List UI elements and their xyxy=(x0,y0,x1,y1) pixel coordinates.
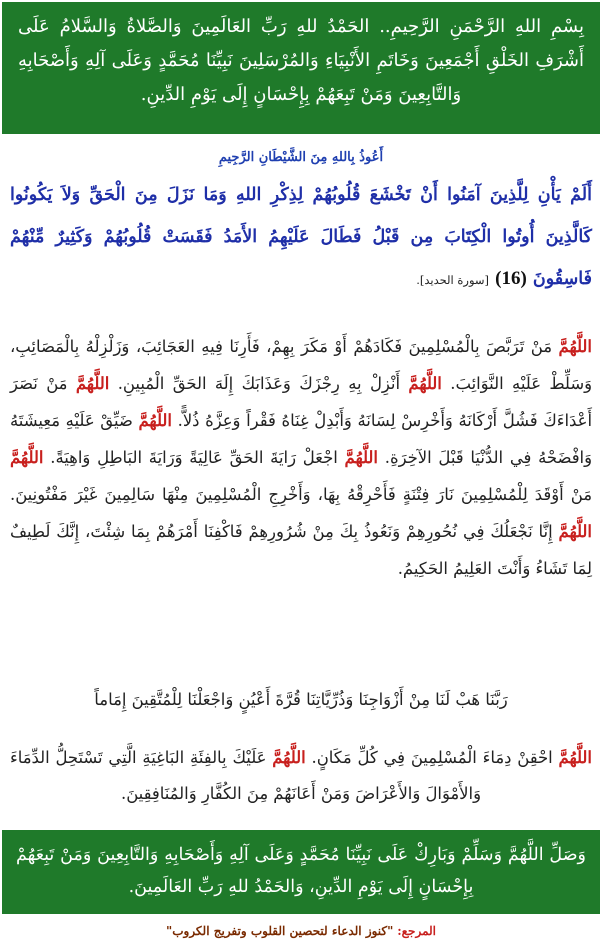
source-reference xyxy=(0,924,602,938)
allahumma-word: اللَّهُمَّ xyxy=(408,374,442,393)
dua-text: مَنْ أَوْقَدَ لِلْمُسْلِمِينَ نَارَ فِتْنَةٍ فَأَحْرِقْهُ بِهَا، وَأَخْرِجِ الْمُسْلِمِينَ مِنْهَا سَالِمِينَ غَيْرَ مَفْتُونِينَ. xyxy=(10,485,592,504)
opening-praise-box xyxy=(0,0,602,136)
dua-text: احْقِنْ دِمَاءَ الْمُسْلِمِينَ فِي كُلِّ مَكَانٍ. xyxy=(305,748,559,767)
closing-dua-paragraph xyxy=(10,740,592,820)
rabbana-verse: رَبَّنَا هَبْ لَنَا مِنْ أَزْوَاجِنَا وَذُرِّيَّاتِنَا قُرَّةَ أَعْيُنٍ وَاجْعَلْنَا لِلْمُتَّقِينَ إِمَاماً xyxy=(94,690,508,709)
allahumma-word: اللَّهُمَّ xyxy=(344,448,378,467)
dua-text: اجْعَلْ رَايَةَ الحَقِّ عَالِيَةً وَرَايَةَ البَاطِلِ وَاهِيَةً. xyxy=(43,448,345,467)
dua-text: أَنْزِلْ بِهِ رِجْزَكَ وَعَذَابَكَ إِلَهَ الحَقِّ الْمُبِينِ. xyxy=(109,374,409,393)
allahumma-word: اللَّهُمَّ xyxy=(272,748,306,767)
dua-text: إِنَّا نَجْعَلُكَ فِي نُحُورِهِمْ وَنَعُوذُ بِكَ مِنْ شُرُورِهِمْ فَاكْفِنَا أَمْرَهُمْ بِمَا شِئْتَ، إِنَّكَ لَطِيفٌ لِمَا تَشَاءُ وَأَنْتَ العَلِيمُ الحَكِيمُ. xyxy=(10,522,592,578)
dua-text: ضَيِّقْ عَلَيْهِ مَعِيشَتَهُ وَافْضَحْهُ فِي الدُّنْيَا قَبْلَ الآخِرَةِ. xyxy=(10,411,592,467)
surah-reference: [سورة الحديد]. xyxy=(416,273,490,287)
quran-verse-text: أَلَمْ يَأْنِ لِلَّذِينَ آمَنُوا أَنْ تَخْشَعَ قُلُوبُهُمْ لِذِكْرِ اللهِ وَمَا نَزَلَ مِنَ الْحَقِّ وَلاَ يَكُونُوا كَالَّذِينَ أُوتُوا الْكِتَابَ مِن قَبْلُ فَطَالَ عَلَيْهِمُ الأَمَدُ فَقَسَتْ قُلُوبُهُمْ وَكَثِيرٌ مِّنْهُمْ فَاسِقُونَ xyxy=(10,185,592,289)
closing-salawat-text: وَصَلِّ اللَّهُمَّ وَسَلِّمْ وَبَارِكْ عَلَى نَبِيِّنَا مُحَمَّدٍ وَعَلَى آلِهِ وَأَصْحَابِهِ وَالتَّابِعِينَ وَمَنْ تَبِعَهُمْ بِإِحْسَانٍ إِلَى يَوْمِ الدِّينِ، وَالحَمْدُ للهِ رَبِّ العَالَمِينَ. xyxy=(16,845,586,897)
ayah-number: (16) xyxy=(495,268,527,289)
allahumma-word: اللَّهُمَّ xyxy=(558,337,592,356)
dua-text: مَنْ تَرَبَّصَ بِالْمُسْلِمِينَ فَكَادَهُمْ أَوْ مَكَرَ بِهِمْ، فَأَرِنَا فِيهِ العَجَائِبَ، وَزَلْزِلْهُ بِالْمَصَائِبِ، وَسَلِّطْ عَلَيْهِ النَّوَائِبَ. xyxy=(10,337,592,393)
dua-paragraph xyxy=(10,328,592,668)
allahumma-word: اللَّهُمَّ xyxy=(558,748,592,767)
source-title: "كنوز الدعاء لتحصين القلوب وتفريج الكروب" xyxy=(165,924,394,938)
closing-salawat-box xyxy=(0,828,602,916)
allahumma-word: اللَّهُمَّ xyxy=(75,374,110,393)
dua-text: عَلَيْكَ بِالفِئَةِ البَاغِيَةِ الَّتِي تَسْتَحِلُّ الدِّمَاءَ وَالأَمْوَالَ وَالأَعْرَاضَ وَمَنْ أَعَانَهُمْ مِنَ الكُفَّارِ وَالمُنَافِقِينَ. xyxy=(10,748,482,803)
allahumma-word: اللَّهُمَّ xyxy=(10,448,44,467)
dua-text: مَنْ نَصَرَ أَعْدَاءَكَ فَشُلَّ أَرْكَانَهُ وَأَخْرِسْ لِسَانَهُ وَأَبْدِلْ غِنَاهُ فَقْراً وَعِزَّهُ ذُلاًّ. xyxy=(10,374,592,430)
allahumma-word: اللَّهُمَّ xyxy=(558,522,592,541)
opening-praise-text: بِسْمِ اللهِ الرَّحْمَنِ الرَّحِيمِ.. الحَمْدُ للهِ رَبِّ العَالَمِينَ وَالصَّلاةُ وَالسَّلامُ عَلَى أَشْرَفِ الخَلْقِ أَجْمَعِينَ وَخَاتَمِ الأَنْبِيَاءِ وَالمُرْسَلِينَ نَبِيِّنَا مُحَمَّدٍ وَعَلَى آلِهِ وَأَصْحَابِهِ وَالتَّابِعِينَ وَمَنْ تَبِعَهُمْ بِإِحْسَانٍ إِلَى يَوْمِ الدِّينِ. xyxy=(18,16,584,105)
quran-verse xyxy=(10,174,592,316)
source-label: المرجع: xyxy=(397,924,437,938)
allahumma-word: اللَّهُمَّ xyxy=(138,411,172,430)
istiadha-line: أَعُوذُ بِاللهِ مِنَ الشَّيْطَانِ الرَّجِيمِ xyxy=(218,150,384,165)
